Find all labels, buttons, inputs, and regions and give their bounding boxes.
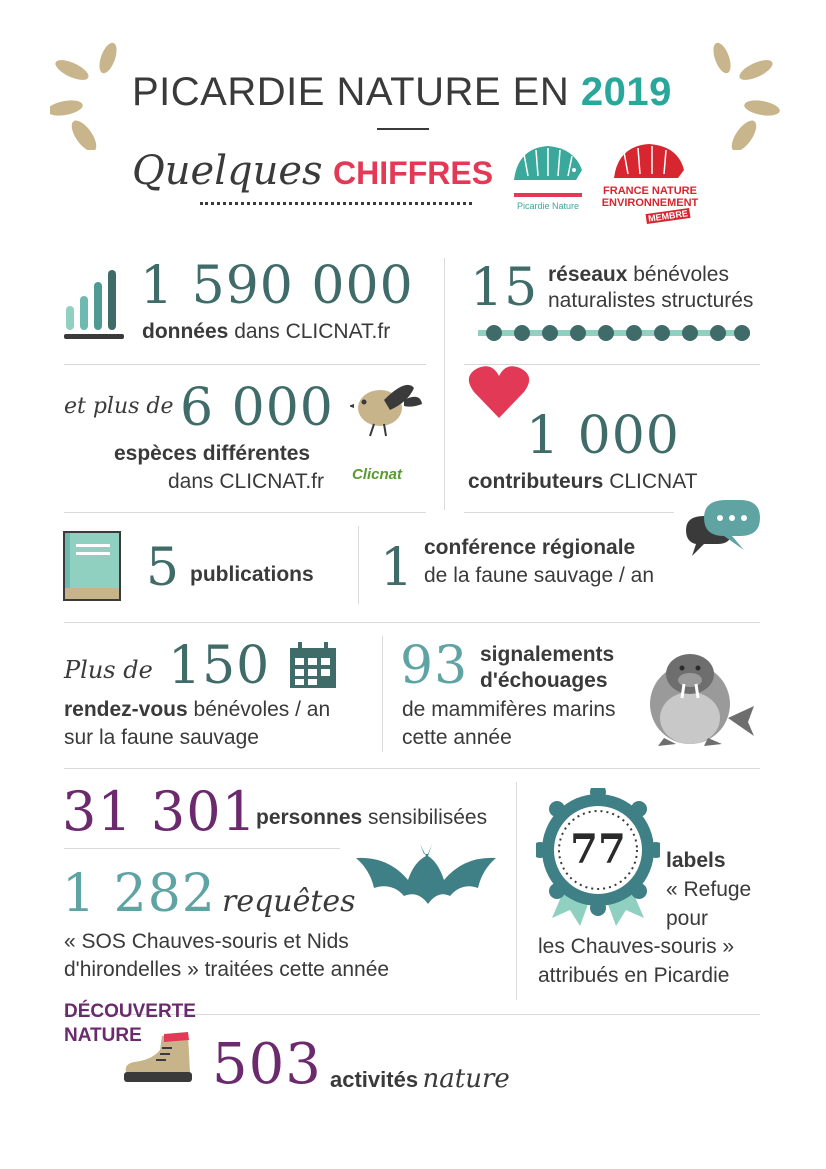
reseaux-rest2: naturalistes structurés	[548, 289, 754, 312]
activites-number: 503	[212, 1032, 322, 1097]
donnees-number: 1 590 000	[140, 256, 414, 316]
reseaux-label	[548, 262, 753, 314]
contributeurs-bold: contributeurs	[468, 470, 604, 493]
echouages-bold2: d'échouages	[480, 669, 608, 692]
requetes-rest2: d'hirondelles » traitées cette année	[64, 958, 390, 981]
logo-fne	[600, 140, 700, 230]
walrus-icon	[644, 644, 758, 748]
title-divider	[377, 128, 429, 130]
contributeurs-label	[468, 470, 697, 494]
subtitle-script: Quelques	[132, 148, 323, 194]
activites-label	[330, 1064, 510, 1094]
personnes-bold: personnes	[256, 806, 363, 829]
conference-number: 1	[380, 538, 415, 598]
echouages-rest2: cette année	[402, 726, 512, 749]
requetes-script: requêtes	[222, 884, 356, 919]
conference-bold: conférence régionale	[424, 536, 636, 559]
publications-number: 5	[146, 538, 181, 598]
labels-rest2: pour	[666, 907, 709, 930]
labels-number: 77	[570, 826, 626, 873]
personnes-label	[256, 806, 487, 830]
clicnat-logo: Clicnat	[352, 466, 403, 483]
reseaux-rest1: bénévoles	[633, 263, 729, 286]
divider-h5	[64, 848, 340, 849]
divider-v4	[516, 782, 517, 1000]
activites-bold: activités	[330, 1067, 419, 1092]
divider-h2-right	[464, 512, 674, 513]
hiking-boot-icon	[122, 1032, 198, 1088]
labels-rest4: attribués en Picardie	[538, 964, 730, 987]
subtitle-dotted-line	[200, 202, 472, 205]
calendar-icon	[288, 642, 338, 690]
fne-line2: ENVIRONNEMENT	[601, 197, 699, 209]
donnees-rest: dans CLICNAT.fr	[234, 320, 391, 343]
contributeurs-rest: CLICNAT	[609, 470, 698, 493]
title-year: 2019	[580, 70, 672, 114]
rendezvous-rest2: sur la faune sauvage	[64, 726, 259, 749]
donnees-bold: données	[142, 320, 229, 343]
fne-badge: MEMBRE	[647, 208, 689, 224]
rendezvous-label	[64, 696, 330, 752]
decouverte-tag2: NATURE	[64, 1025, 142, 1046]
rendezvous-bold: rendez-vous	[64, 698, 188, 721]
requetes-rest1: « SOS Chauves-souris et Nids	[64, 930, 349, 953]
echouages-bold1: signalements	[480, 643, 615, 666]
activites-script: nature	[422, 1064, 510, 1094]
labels-label-bottom	[538, 932, 734, 990]
logo-picardie-text: Picardie Nature	[516, 201, 580, 211]
bird-icon	[350, 378, 426, 440]
laurel-left-icon	[50, 40, 140, 150]
decouverte-tag1: DÉCOUVERTE	[64, 1001, 196, 1022]
labels-label-right	[666, 846, 751, 933]
donnees-label	[142, 320, 390, 344]
chat-bubbles-icon	[682, 496, 762, 562]
echouages-rest	[402, 696, 616, 752]
especes-prefix: et plus de	[64, 394, 174, 419]
divider-h2-left	[64, 512, 426, 513]
subtitle	[132, 148, 493, 194]
conference-label	[424, 534, 654, 590]
rendezvous-rest1: bénévoles / an	[193, 698, 331, 721]
subtitle-bold: CHIFFRES	[333, 155, 494, 191]
requetes-number: 1 282	[62, 864, 216, 924]
personnes-number: 31 301	[62, 780, 257, 843]
title-main: PICARDIE NATURE EN	[132, 70, 570, 114]
contributeurs-number: 1 000	[526, 406, 680, 466]
logo-picardie-nature	[508, 140, 588, 210]
echouages-bold	[480, 642, 614, 694]
laurel-right-icon	[690, 40, 780, 150]
bat-icon	[354, 840, 498, 906]
book-icon	[62, 530, 122, 602]
heart-icon	[468, 364, 530, 420]
echouages-number: 93	[400, 636, 469, 696]
conference-rest: de la faune sauvage / an	[424, 564, 655, 587]
fne-hedgehog-icon	[604, 140, 694, 180]
divider-v3	[382, 636, 383, 752]
divider-h3	[64, 622, 760, 623]
rendezvous-number: 150	[168, 636, 271, 696]
especes-bold: espèces différentes	[114, 442, 311, 465]
echouages-rest1: de mammifères marins	[402, 698, 616, 721]
personnes-rest: sensibilisées	[368, 806, 488, 829]
page-title	[132, 70, 672, 115]
divider-v1	[444, 258, 445, 510]
hedgehog-icon	[508, 140, 588, 188]
rendezvous-prefix: Plus de	[64, 656, 153, 684]
bar-chart-icon	[62, 266, 126, 340]
divider-h4	[64, 768, 760, 769]
publications-bold: publications	[190, 563, 314, 586]
divider-v2	[358, 526, 359, 604]
divider-h1-left	[64, 364, 426, 365]
especes-rest: dans CLICNAT.fr	[168, 470, 324, 493]
reseaux-bold: réseaux	[548, 263, 628, 286]
fne-line1: FRANCE NATURE	[603, 185, 697, 197]
especes-number: 6 000	[180, 378, 334, 438]
logo-picardie-bar	[514, 193, 582, 197]
reseaux-number: 15	[470, 258, 539, 318]
network-chain-icon	[474, 320, 754, 346]
labels-rest3: les Chauves-souris »	[538, 935, 735, 958]
requetes-rest	[64, 928, 389, 984]
labels-bold: labels	[666, 849, 726, 872]
labels-rest1: « Refuge	[666, 878, 752, 901]
